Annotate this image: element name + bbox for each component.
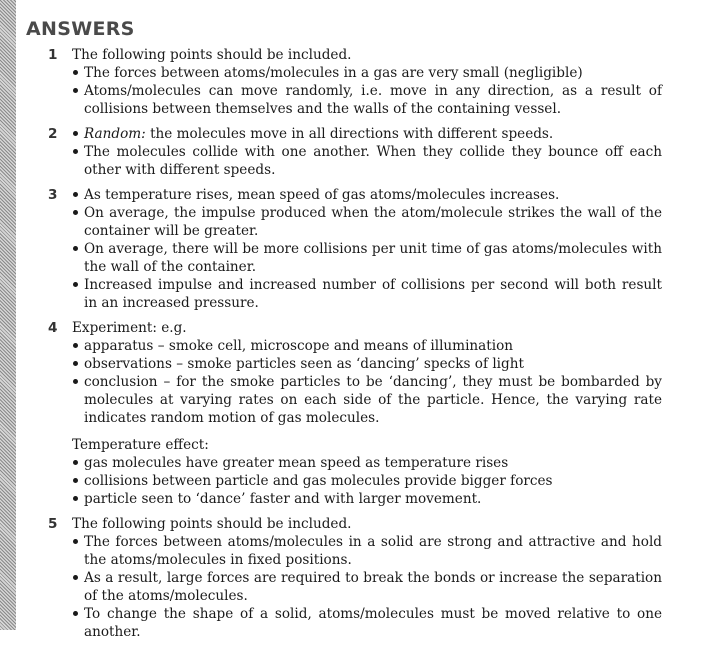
answer-3 (48, 186, 662, 312)
bullet-item: As a result, large forces are required to break the bonds or increase the separation of the atoms/molecules. (72, 569, 662, 605)
question-number: 1 (48, 47, 58, 63)
bullet-item: On average, the impulse produced when the atom/molecule strikes the wall of the container will be greater. (72, 204, 662, 240)
bullet-item: collisions between particle and gas molecules provide bigger forces (72, 472, 662, 490)
page-heading: ANSWERS (26, 18, 135, 40)
bullet-item: Atoms/molecules can move randomly, i.e. move in any direction, as a result of collisions between themselves and the walls of the containing vessel. (72, 82, 662, 118)
term-random: Random: (84, 126, 146, 142)
question-number: 4 (48, 320, 58, 336)
answer-4 (48, 319, 662, 508)
question-number: 5 (48, 516, 58, 532)
bullet-item: The molecules collide with one another. When they collide they bounce off each other with different speeds. (72, 143, 662, 179)
answers-list (48, 46, 662, 648)
bullet-item: The forces between atoms/molecules in a gas are very small (negligible) (72, 64, 662, 82)
bullet-list (72, 533, 662, 641)
bullet-item: The forces between atoms/molecules in a solid are strong and attractive and hold the atoms/molecules in fixed positions. (72, 533, 662, 569)
answer-2 (48, 125, 662, 179)
bullet-item: gas molecules have greater mean speed as temperature rises (72, 454, 662, 472)
hatched-margin-strip (0, 0, 16, 630)
bullet-item: As temperature rises, mean speed of gas atoms/molecules increases. (72, 186, 662, 204)
bullet-item: conclusion – for the smoke particles to be ‘dancing’, they must be bombarded by molecules at varying rates on each side of the particle. Hence, the varying rate indicates random motion of gas molecules. (72, 373, 662, 427)
answer-1 (48, 46, 662, 118)
bullet-item: apparatus – smoke cell, microscope and means of illumination (72, 337, 662, 355)
bullet-list (72, 454, 662, 508)
answer-5 (48, 515, 662, 641)
bullet-text: the molecules move in all directions with different speeds. (145, 126, 554, 142)
question-number: 2 (48, 126, 58, 142)
answer-intro: The following points should be included. (72, 47, 352, 63)
bullet-list (72, 125, 662, 179)
bullet-item: On average, there will be more collisions per unit time of gas atoms/molecules with the wall of the container. (72, 240, 662, 276)
question-number: 3 (48, 187, 58, 203)
bullet-item: particle seen to ‘dance’ faster and with larger movement. (72, 490, 662, 508)
bullet-item: To change the shape of a solid, atoms/molecules must be moved relative to one another. (72, 605, 662, 641)
bullet-list (72, 64, 662, 118)
bullet-list (72, 337, 662, 427)
bullet-item (72, 125, 662, 143)
temperature-effect-heading: Temperature effect: (72, 437, 209, 453)
bullet-list (72, 186, 662, 312)
bullet-item: observations – smoke particles seen as ‘dancing’ specks of light (72, 355, 662, 373)
answer-intro: The following points should be included. (72, 516, 352, 532)
bullet-item: Increased impulse and increased number of collisions per second will both result in an increased pressure. (72, 276, 662, 312)
answer-intro: Experiment: e.g. (72, 320, 187, 336)
